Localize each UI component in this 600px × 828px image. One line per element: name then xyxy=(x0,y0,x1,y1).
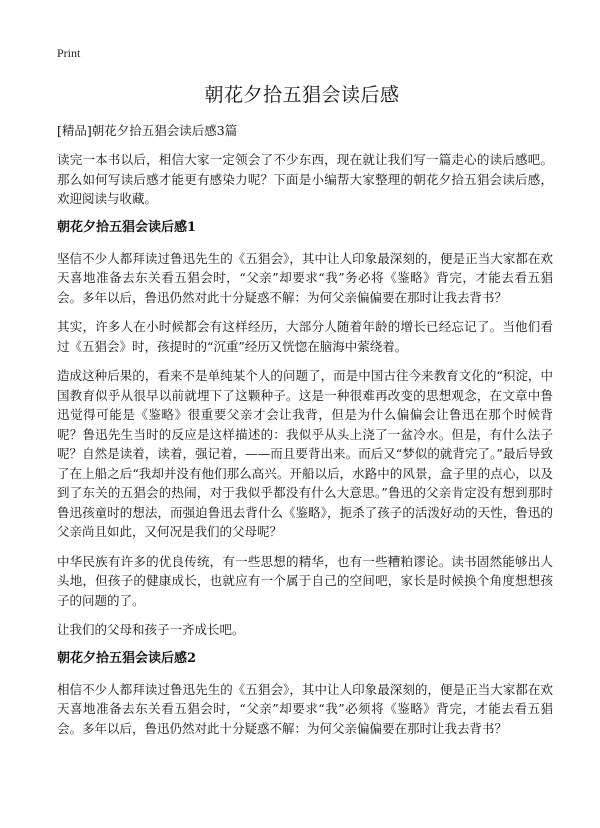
document-content xyxy=(57,150,553,748)
document-title: 朝花夕拾五猖会读后感 xyxy=(204,84,400,106)
print-label: Print xyxy=(57,46,81,60)
section1-paragraph: 中华民族有许多的优良传统，有一些思想的精华，也有一些糟粕谬论。读书固然能够出人头地，但孩子的健康成长，也就应有一个属于自己的空间吧，家长是时候换个角度想想孩子的问题的了。 xyxy=(57,553,553,608)
intro-paragraph: 读完一本书以后，相信大家一定领会了不少东西，现在就让我们写一篇走心的读后感吧。那么如何写读后感才能更有感染力呢？下面是小编帮大家整理的朝花夕拾五猖会读后感，欢迎阅读与收藏。 xyxy=(57,152,553,206)
section1-paragraph: 造成这种后果的，看来不是单纯某个人的问题了，而是中国古往今来教育文化的“积淀，中国教育似乎从很早以前就埋下了这颗种子。这是一种很难再改变的思想观念，在文章中鲁迅觉得可能是《鉴略》很重要父亲才会让我背，但是为什么偏偏会让鲁迅在那个时候背呢？鲁迅先生当时的反应是这样描述的：我似乎从头上浇了一盆冷水。但是，有什么法子呢？自然是读着，读着，强记着，——而且要背出来。而后又“梦似的就背完了。”最后导致了在上船之后“我却并没有他们那么高兴。开船以后，水路中的风景，盒子里的点心，以及到了东关的五猖会的热闹，对于我似乎都没有什么大意思。”鲁迅的父亲肯定没有想到那时鲁迅孩童时的想法，而强迫鲁迅去背什么《鉴略》，扼杀了孩子的活泼好动的天性，鲁迅的父亲尚且如此，又何况是我们的父母呢？ xyxy=(57,368,553,539)
section-heading-2: 朝花夕拾五猖会读后感2 xyxy=(57,650,197,666)
section2-paragraph: 相信不少人都拜读过鲁迅先生的《五猖会》，其中让人印象最深刻的，便是正当大家都在欢天喜地准备去东关看五猖会时，“父亲”却要求“我”必须将《鉴略》背完，才能去看五猖会。多年以后，鲁迅仍然对此十分疑惑不解：为何父亲偏偏要在那时让我去背书？ xyxy=(57,681,553,736)
section-heading-1: 朝花夕拾五猖会读后感1 xyxy=(57,219,197,235)
section1-paragraph: 坚信不少人都拜读过鲁迅先生的《五猖会》，其中让人印象最深刻的，便是正当大家都在欢天喜地准备去东关看五猖会时，“父亲”却要求“我”务必将《鉴略》背完，才能去看五猖会。多年以后，鲁迅仍然对此十分疑惑不解：为何父亲偏偏要在那时让我去背书？ xyxy=(57,250,553,305)
section1-paragraph: 其实，许多人在小时候都会有这样经历，大部分人随着年龄的增长已经忘记了。当他们看过《五猖会》时，孩提时的“沉重”经历又恍惚在脑海中萦绕着。 xyxy=(57,319,553,354)
section1-paragraph: 让我们的父母和孩子一齐成长吧。 xyxy=(57,622,245,637)
document-subtitle: [精品]朝花夕拾五猖会读后感3篇 xyxy=(57,123,238,138)
